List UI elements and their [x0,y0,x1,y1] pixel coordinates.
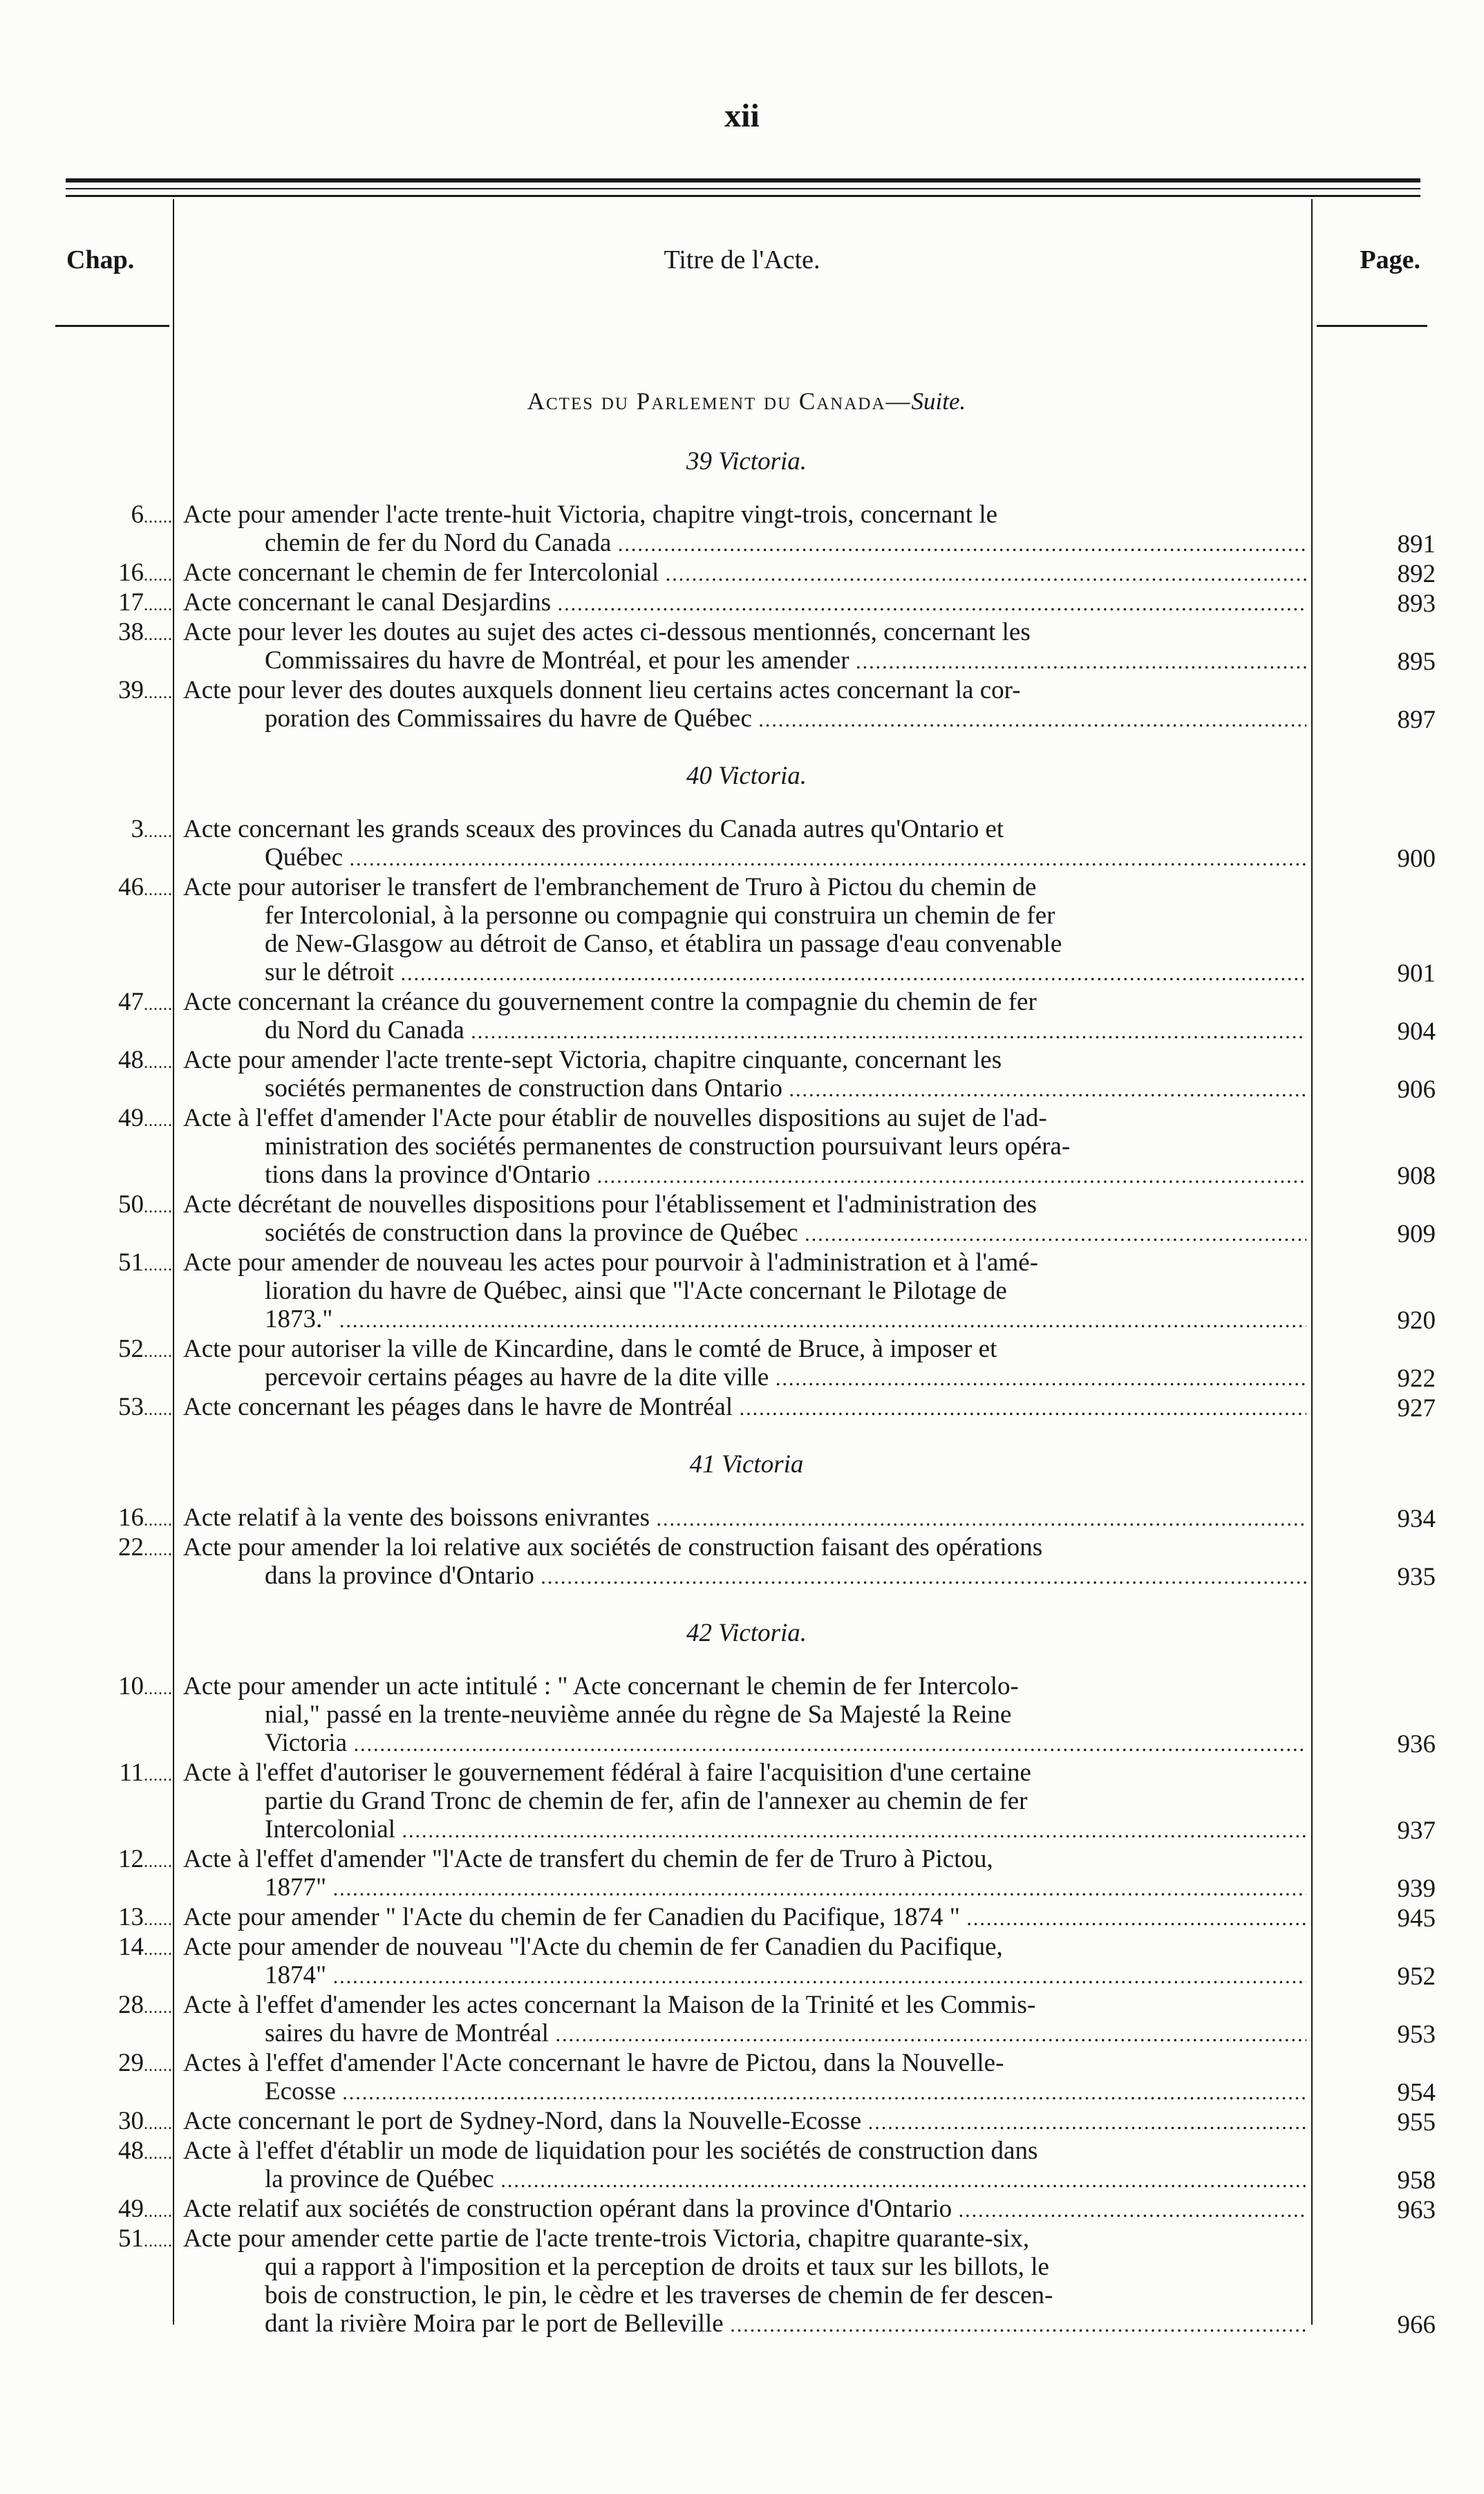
table-row [0,1335,1484,1393]
act-title-last-line: 1874" ..... [183,1961,1306,1991]
chapter-number [14,1991,173,2023]
act-title-line: Acte pour autoriser le transfert de l'embranchement de Truro à Pictou du chemin de [183,873,1037,901]
chapter-number [14,988,173,1020]
page-reference: 953 [1397,2020,1436,2049]
page-reference: 920 [1397,1306,1436,1335]
section-title [180,387,1313,415]
act-title-line: lioration du havre de Québec, ainsi que "l'Acte concernant le Pilotage de [265,1277,1007,1305]
group-heading [180,1450,1313,1479]
act-title-last-line: Acte relatif à la vente des boissons enivrantes ..... [183,1503,1306,1533]
chapter-number [14,1759,173,1790]
chapter-number-text: 29 [118,2049,144,2077]
table-row [0,559,1484,588]
act-title [183,1104,1306,1190]
chapter-number-text: 14 [118,1933,144,1961]
act-title-line: Acte à l'effet d'amender "l'Acte de transfert du chemin de fer de Truro à Pictou, [183,1845,993,1873]
act-title-line: Acte à l'effet d'amender les actes concernant la Maison de la Trinité et les Commis- [183,1991,1036,2019]
act-title [183,1335,1306,1393]
act-title [183,1248,1306,1335]
group-heading [180,447,1313,476]
act-title-last-line: Victoria ..... [183,1729,1306,1759]
chapter-number-text: 16 [118,559,144,587]
chapter-number-text: 13 [118,1903,144,1931]
chapter-number [14,1672,173,1704]
act-title-line: de New-Glasgow au détroit de Canso, et établira un passage d'eau convenable [265,930,1062,958]
page-reference: 904 [1397,1018,1436,1046]
act-title-last-line: du Nord du Canada ..... [183,1016,1306,1046]
table-row [0,873,1484,988]
page-reference: 895 [1397,648,1436,676]
chapter-number [14,1903,173,1935]
act-title [183,1503,1306,1533]
table-row [0,2224,1484,2339]
act-title-line: Acte à l'effet d'amender l'Acte pour établir de nouvelles dispositions au sujet de l'ad- [183,1104,1047,1132]
act-title-last-line: sur le détroit ..... [183,958,1306,988]
top-rule-thick [66,178,1420,182]
act-group [0,447,1484,734]
section-title-main: Actes du Parlement du Canada— [527,388,912,415]
group-heading-text: 40 Victoria. [686,762,807,790]
chapter-number [14,618,173,650]
act-title-line: partie du Grand Tronc de chemin de fer, afin de l'annexer au chemin de fer [265,1787,1028,1815]
act-title [183,1933,1306,1991]
act-title-line: Acte pour autoriser la ville de Kincardine, dans le comté de Bruce, à imposer et [183,1335,997,1363]
act-title-line: Acte pour amender cette partie de l'acte trente-trois Victoria, chapitre quarante-six, [183,2224,1030,2253]
act-title-last-line: saires du havre de Montréal ..... [183,2019,1306,2049]
act-title-line: Acte décrétant de nouvelles dispositions pour l'établissement et l'administration des [183,1190,1037,1219]
act-title-last-line: Commissaires du havre de Montréal, et pour les amender ..... [183,646,1306,676]
act-title-last-line: Acte concernant les péages dans le havre de Montréal ..... [183,1393,1306,1423]
contents-table [0,387,1484,2339]
act-title-last-line: Québec ..... [183,843,1306,873]
chapter-number-text: 48 [118,2137,144,2165]
column-header-chap: Chap. [66,245,135,274]
chapter-number-text: 22 [118,1533,144,1562]
chapter-number-text: 53 [118,1393,144,1421]
act-title-line: qui a rapport à l'imposition et la perception de droits et taux sur les billots, le [265,2253,1049,2281]
act-title-line: Acte pour amender l'acte trente-huit Victoria, chapitre vingt-trois, concernant le [183,500,998,529]
act-title-last-line: poration des Commissaires du havre de Québec ..... [183,704,1306,734]
chapter-number-text: 52 [118,1335,144,1363]
act-title-last-line: sociétés permanentes de construction dans Ontario ..... [183,1074,1306,1104]
page-reference: 927 [1397,1394,1436,1423]
act-title-line: Actes à l'effet d'amender l'Acte concernant le havre de Pictou, dans la Nouvelle- [183,2049,1004,2077]
page-reference: 935 [1397,1563,1436,1591]
act-title-line: Acte pour amender l'acte trente-sept Victoria, chapitre cinquante, concernant les [183,1046,1002,1074]
act-title-last-line: dant la rivière Moira par le port de Belleville ..... [183,2309,1306,2339]
act-title [183,676,1306,734]
act-title-line: Acte pour lever les doutes au sujet des actes ci-dessous mentionnés, concernant les [183,618,1031,646]
chapter-number-text: 47 [118,988,144,1016]
act-title [183,1845,1306,1903]
chapter-number-text: 3 [131,815,144,843]
act-title [183,588,1306,618]
page-reference: 963 [1397,2196,1436,2224]
chapter-number [14,2224,173,2256]
table-row [0,1933,1484,1991]
table-row [0,676,1484,734]
chapter-number [14,1845,173,1877]
table-row [0,1759,1484,1845]
act-title [183,873,1306,988]
chapter-number-text: 17 [118,588,144,617]
act-title [183,1672,1306,1759]
page-reference: 952 [1397,1962,1436,1991]
column-header-page: Page. [1360,245,1420,274]
page-reference: 945 [1397,1904,1436,1933]
page-reference: 934 [1397,1505,1436,1533]
page-reference: 939 [1397,1875,1436,1903]
chapter-number [14,1933,173,1965]
table-row [0,988,1484,1046]
act-title-line: fer Intercolonial, à la personne ou compagnie qui construira un chemin de fer [265,901,1055,930]
chapter-number [14,588,173,620]
chapter-number-text: 10 [118,1672,144,1700]
act-groups [0,447,1484,2339]
act-title [183,618,1306,676]
page-reference: 937 [1397,1817,1436,1845]
column-header-title: Titre de l'Acte. [664,245,820,274]
act-title-line: bois de construction, le pin, le cèdre et les traverses de chemin de fer descen- [265,2281,1053,2309]
chapter-number [14,2137,173,2168]
chapter-number-text: 30 [118,2107,144,2135]
act-title [183,559,1306,588]
chapter-number-text: 16 [118,1503,144,1532]
act-title-line: Acte à l'effet d'établir un mode de liquidation pour les sociétés de construction dans [183,2137,1038,2165]
chapter-number-text: 39 [118,676,144,704]
table-row [0,1533,1484,1591]
page-reference: 922 [1397,1365,1436,1393]
chapter-number [14,676,173,708]
group-heading-text: 39 Victoria. [686,447,807,476]
act-title [183,1533,1306,1591]
act-title-last-line: Acte concernant le port de Sydney-Nord, dans la Nouvelle-Ecosse ..... [183,2107,1306,2137]
chapter-number-text: 51 [118,2224,144,2253]
act-title-line: Acte pour amender un acte intitulé : " Acte concernant le chemin de fer Intercolo- [183,1672,1019,1700]
act-title [183,1046,1306,1104]
chapter-number-text: 50 [118,1190,144,1219]
page-reference: 955 [1397,2108,1436,2137]
chapter-number [14,1248,173,1280]
table-row [0,1190,1484,1248]
chapter-number-text: 46 [118,873,144,901]
act-title [183,2049,1306,2107]
chapter-number [14,1046,173,1078]
page-reference: 891 [1397,530,1436,559]
header-underline-left [55,325,169,327]
act-title [183,988,1306,1046]
act-title [183,1393,1306,1423]
chapter-number [14,873,173,905]
act-title-line: Acte concernant les grands sceaux des provinces du Canada autres qu'Ontario et [183,815,1004,843]
page-reference: 908 [1397,1162,1436,1190]
act-title-last-line: Intercolonial ..... [183,1815,1306,1845]
page-reference: 900 [1397,845,1436,873]
chapter-number-text: 38 [118,618,144,646]
chapter-number-text: 49 [118,2195,144,2223]
table-row [0,2195,1484,2224]
page-reference: 958 [1397,2166,1436,2195]
chapter-number-text: 49 [118,1104,144,1132]
act-title-line: Acte pour amender de nouveau "l'Acte du chemin de fer Canadien du Pacifique, [183,1933,1003,1961]
table-row [0,2049,1484,2107]
act-title [183,2195,1306,2224]
chapter-number-text: 48 [118,1046,144,1074]
act-title [183,1903,1306,1933]
act-title [183,2224,1306,2339]
page-reference: 906 [1397,1076,1436,1104]
act-title [183,2137,1306,2195]
act-title-line: Acte pour amender la loi relative aux sociétés de construction faisant des opérations [183,1533,1043,1562]
table-row [0,1104,1484,1190]
table-row [0,1248,1484,1335]
chapter-number [14,1393,173,1425]
act-title-line: ministration des sociétés permanentes de construction poursuivant leurs opéra- [265,1132,1071,1161]
table-row [0,1046,1484,1104]
group-heading [180,1619,1313,1647]
table-row [0,2137,1484,2195]
table-row [0,588,1484,618]
chapter-number-text: 51 [118,1248,144,1277]
table-row [0,500,1484,559]
chapter-number-text: 6 [131,500,144,529]
chapter-number-text: 28 [118,1991,144,2019]
act-title-line: nial," passé en la trente-neuvième année du règne de Sa Majesté la Reine [265,1700,1012,1729]
act-title-last-line: chemin de fer du Nord du Canada ..... [183,529,1306,559]
act-group [0,1450,1484,1591]
act-group [0,1619,1484,2339]
group-heading-text: 42 Victoria. [686,1619,807,1647]
chapter-number [14,559,173,590]
top-rule-second [66,195,1420,197]
section-title-suffix: Suite. [911,388,966,415]
page-number: xii [724,97,760,134]
chapter-number [14,1104,173,1136]
page-reference: 892 [1397,560,1436,588]
page-reference: 893 [1397,590,1436,618]
act-title-line: Acte concernant la créance du gouvernement contre la compagnie du chemin de fer [183,988,1037,1016]
header-underline-right [1317,325,1427,327]
top-rule-thin [66,188,1420,189]
group-heading [180,762,1313,790]
table-row [0,2107,1484,2137]
act-title [183,1190,1306,1248]
act-title [183,1991,1306,2049]
page-reference: 901 [1397,959,1436,988]
page-reference: 897 [1397,706,1436,734]
chapter-number-text: 12 [118,1845,144,1873]
act-title-line: Acte pour lever des doutes auxquels donnent lieu certains actes concernant la cor- [183,676,1021,704]
act-title-line: Acte à l'effet d'autoriser le gouvernement fédéral à faire l'acquisition d'une certaine [183,1759,1031,1787]
act-title-last-line: Acte pour amender " l'Acte du chemin de fer Canadien du Pacifique, 1874 " ..... [183,1903,1306,1933]
table-row [0,1845,1484,1903]
act-title-last-line: tions dans la province d'Ontario ..... [183,1161,1306,1190]
chapter-number [14,2049,173,2081]
table-row [0,1672,1484,1759]
chapter-number [14,2107,173,2139]
page-reference: 936 [1397,1730,1436,1759]
act-title-last-line: percevoir certains péages au havre de la dite ville ..... [183,1363,1306,1393]
act-title-line: Acte pour amender de nouveau les actes pour pourvoir à l'administration et à l'amé- [183,1248,1038,1277]
page-reference: 909 [1397,1220,1436,1248]
table-row [0,1991,1484,2049]
group-heading-text: 41 Victoria [689,1450,804,1479]
act-title-last-line: Acte relatif aux sociétés de construction opérant dans la province d'Ontario ..... [183,2195,1306,2224]
table-row [0,618,1484,676]
act-title-last-line: Ecosse ..... [183,2077,1306,2107]
chapter-number [14,1503,173,1535]
table-row [0,1903,1484,1933]
act-title-last-line: sociétés de construction dans la province de Québec ..... [183,1219,1306,1248]
chapter-number-text: 11 [119,1759,144,1787]
act-title-last-line: 1873." ..... [183,1305,1306,1335]
act-title [183,2107,1306,2137]
chapter-number [14,1335,173,1367]
act-group [0,762,1484,1423]
chapter-number [14,815,173,847]
act-title-last-line: dans la province d'Ontario ..... [183,1562,1306,1591]
act-title [183,1759,1306,1845]
page-reference: 954 [1397,2079,1436,2107]
table-row [0,1503,1484,1533]
act-title-last-line: Acte concernant le chemin de fer Intercolonial ..... [183,559,1306,588]
table-row [0,815,1484,873]
act-title-last-line: 1877" ..... [183,1873,1306,1903]
act-title [183,500,1306,559]
table-row [0,1393,1484,1423]
act-title [183,815,1306,873]
chapter-number [14,1190,173,1222]
page-reference: 966 [1397,2311,1436,2339]
chapter-number [14,500,173,532]
act-title-last-line: la province de Québec ..... [183,2165,1306,2195]
chapter-number [14,2195,173,2226]
act-title-last-line: Acte concernant le canal Desjardins ..... [183,588,1306,618]
chapter-number [14,1533,173,1565]
